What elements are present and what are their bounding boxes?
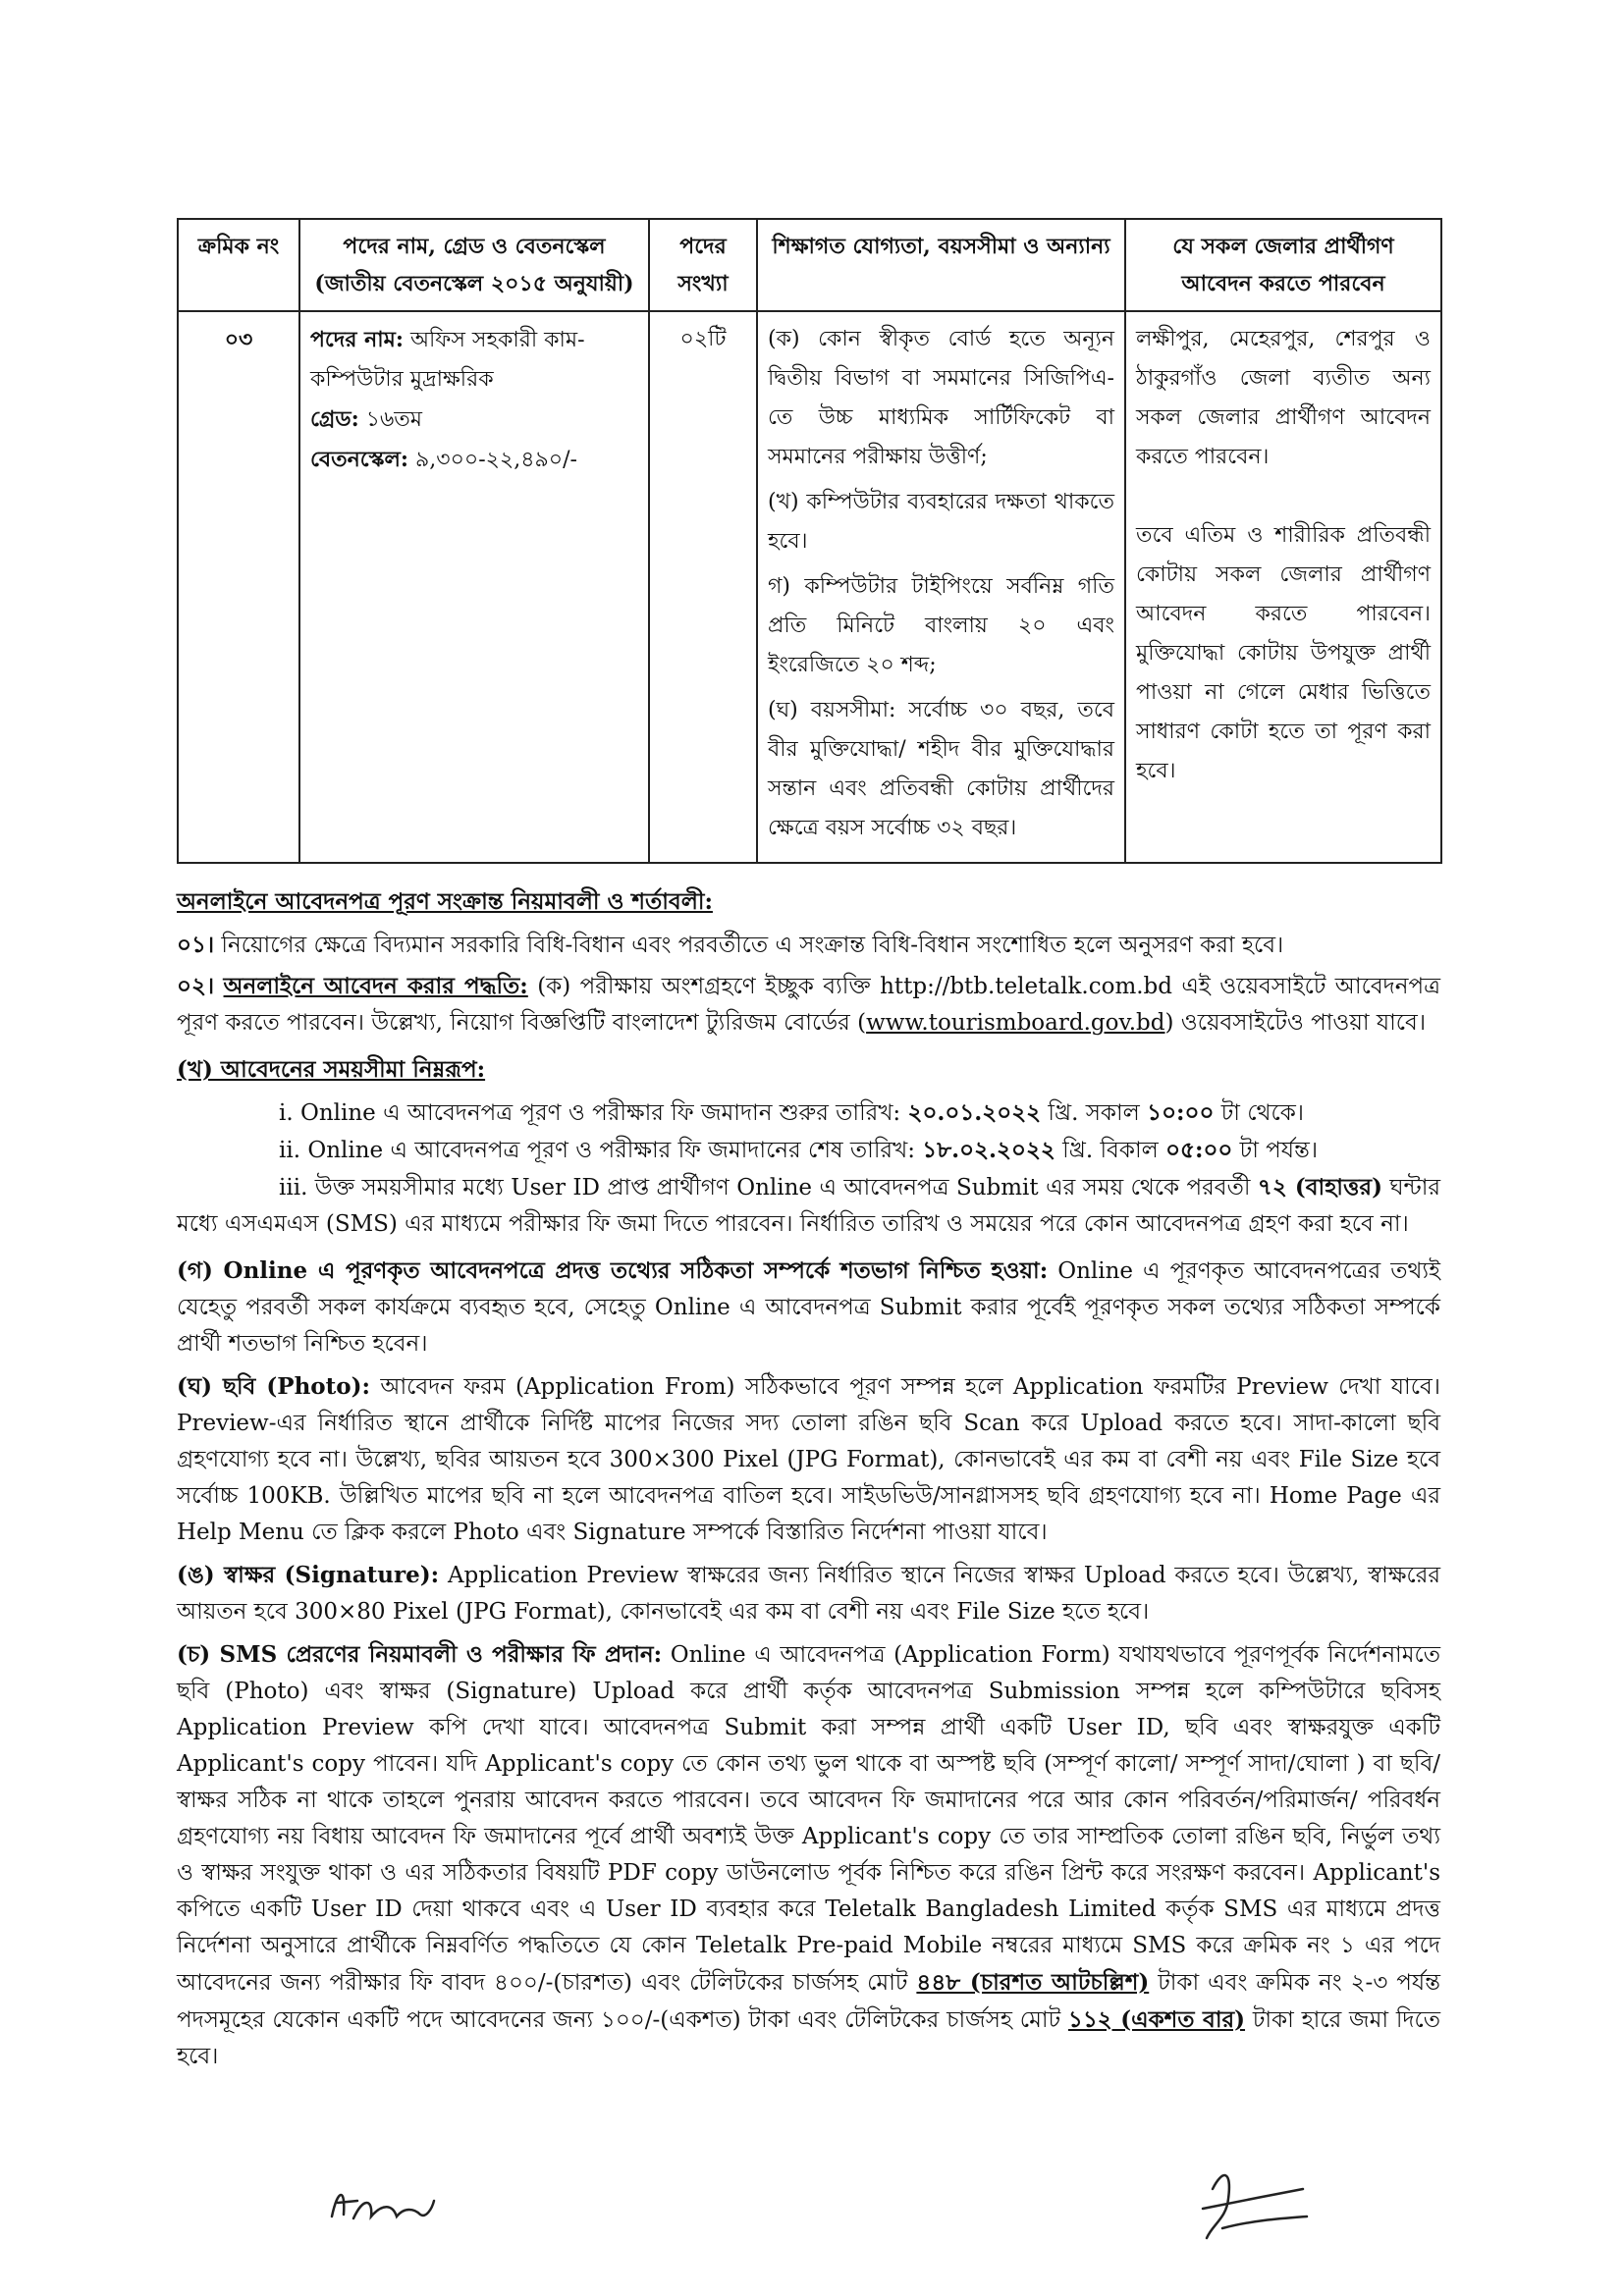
start-date: ২০.০১.২০২২: [907, 1099, 1042, 1126]
rule-umo-label: (ঙ) স্বাক্ষর (Signature):: [177, 1562, 440, 1588]
table-header-row: [178, 219, 1441, 311]
rule-umo: [177, 1557, 1440, 1630]
post-name: অফিস সহকারী কাম-কম্পিউটার মুদ্রাক্ষরিক: [310, 328, 585, 392]
payment-hours: ৭২ (বাহাত্তর): [1257, 1174, 1382, 1201]
initials-signature: [324, 2179, 442, 2228]
rule-cha-text-c: টাকা হারে জমা দিতে হবে।: [177, 2007, 1440, 2069]
cell-qualifications: [757, 311, 1125, 863]
deadline-iii-post: ঘন্টার মধ্যে এসএমএস (SMS) এর মাধ্যমে পরীক্ষার ফি জমা দিতে পারবেন। নির্ধারিত তারিখ ও সময়ের পরে কোন আবেদনপত্র গ্রহণ করা হবে না।: [177, 1175, 1441, 1237]
qualification-item: (ঘ) বয়সসীমা: সর্বোচ্চ ৩০ বছর, তবে বীর মুক্তিযোদ্ধা/ শহীদ বীর মুক্তিযোদ্ধার সন্তান এবং প্রতিবন্ধী কোটায় প্রার্থীদের ক্ষেত্রে বয়স সর্বোচ্চ ৩২ বছর।: [768, 698, 1114, 840]
rule-02-text-a: (ক) পরীক্ষায় অংশগ্রহণে ইচ্ছুক ব্যক্তি http://btb.teletalk.com.bd এই ওয়েবসাইটে আবেদনপত্র পূরণ করতে পারবেন। উল্লেখ্য, নিয়োগ বিজ্ঞপ্তিটি বাংলাদেশ ট্যুরিজম বোর্ডের (: [177, 974, 1440, 1036]
deadline-title: (খ) আবেদনের সময়সীমা নিম্নরূপ:: [177, 1056, 486, 1083]
districts-text-2: তবে এতিম ও শারীরিক প্রতিবন্ধী কোটায় সকল জেলার প্রার্থীগণ আবেদন করতে পারবেন। মুক্তিযোদ্ধা কোটায় উপযুক্ত প্রার্থী পাওয়া না গেলে মেধার ভিত্তিতে সাধারণ কোটা হতে তা পূরণ করা হবে।: [1136, 523, 1431, 783]
qualification-item: গ) কম্পিউটার টাইপিংয়ে সর্বনিম্ন গতি প্রতি মিনিটে বাংলায় ২০ এবং ইংরেজিতে ২০ শব্দ;: [768, 574, 1114, 677]
header-post: পদের নাম, গ্রেড ও বেতনস্কেল (জাতীয় বেতনস্কেল ২০১৫ অনুযায়ী): [299, 219, 649, 311]
qualification-item: (খ) কম্পিউটার ব্যবহারের দক্ষতা থাকতে হবে।: [768, 490, 1114, 554]
rule-ga-label: (গ) Online এ পূরণকৃত আবেদনপত্রে প্রদত্ত তথ্যের সঠিকতা সম্পর্কে শতভাগ নিশ্চিত হওয়া:: [177, 1257, 1049, 1284]
scale-label: বেতনস্কেল:: [310, 447, 409, 472]
deadline-ii-end: টা পর্যন্ত।: [1239, 1138, 1319, 1163]
districts-text-1: লক্ষীপুর, মেহেরপুর, শেরপুর ও ঠাকুরগাঁও জেলা ব্যতীত অন্য সকল জেলার প্রার্থীগণ আবেদন করতে পারবেন।: [1136, 327, 1431, 469]
job-table: [177, 218, 1442, 864]
rule-ga-text: Online এ পূরণকৃত আবেদনপত্রের তথ্যই যেহেতু পরবর্তী সকল কার্যক্রমে ব্যবহৃত হবে, সেহেতু Online এ আবেদনপত্র Submit করার পূর্বেই পূরণকৃত সকল তথ্যের সঠিকতা সম্পর্কে প্রার্থী শতভাগ নিশ্চিত হবেন।: [177, 1258, 1440, 1357]
deadline-item-iii: [177, 1169, 1440, 1243]
rule-gha: [177, 1368, 1440, 1551]
rule-01-text: নিয়োগের ক্ষেত্রে বিদ্যমান সরকারি বিধি-বিধান এবং পরবর্তীতে এ সংক্রান্ত বিধি-বিধান সংশোধিত হলে অনুসরণ করা হবে।: [221, 933, 1284, 958]
rule-01-number: ০১।: [177, 932, 215, 958]
tourism-board-link[interactable]: www.tourismboard.gov.bd: [866, 1010, 1165, 1036]
deadline-ii-text: ii. Online এ আবেদনপত্র পূরণ ও পরীক্ষার ফি জমাদানের শেষ তারিখ:: [279, 1138, 915, 1163]
fee-amount-1: ৪৪৮ (চারশত আটচল্লিশ): [916, 1969, 1150, 1996]
rule-cha-text-a: Online এ আবেদনপত্র (Application Form) যথাযথভাবে পূরণপূর্বক নির্দেশনামতে ছবি (Photo) এবং স্বাক্ষর (Signature) Upload করে প্রার্থী কর্তৃক আবেদনপত্র Submission সম্পন্ন হলে কম্পিউটারে ছবিসহ Application Preview কপি দেখা যাবে। আবেদনপত্র Submit করা সম্পন্ন প্রার্থী একটি User ID, ছবি এবং স্বাক্ষরযুক্ত একটি Applicant's copy পাবেন। যদি Applicant's copy তে কোন তথ্য ভুল থাকে বা অস্পষ্ট ছবি (সম্পূর্ণ কালো/ সম্পূর্ণ সাদা/ঘোলা ) বা ছবি/ স্বাক্ষর সঠিক না থাকে তাহলে পুনরায় আবেদন করতে পারবেন। তবে আবেদন ফি জমাদানের পরে আর কোন পরিবর্তন/পরিমার্জন/ পরিবর্ধন গ্রহণযোগ্য নয় বিধায় আবেদন ফি জমাদানের পূর্বে প্রার্থী অবশ্যই উক্ত Applicant's copy তে তার সাম্প্রতিক তোলা রঙিন ছবি, নির্ভুল তথ্য ও স্বাক্ষর সংযুক্ত থাকা ও এর সঠিকতার বিষয়টি PDF copy ডাউনলোড পূর্বক নিশ্চিত করে রঙিন প্রিন্ট করে সংরক্ষণ করবেন। Applicant's কপিতে একটি User ID দেয়া থাকবে এবং এ User ID ব্যবহার করে Teletalk Bangladesh Limited কর্তৃক SMS এর মাধ্যমে প্রদত্ত নির্দেশনা অনুসারে প্রার্থীকে নিম্নবর্ণিত পদ্ধতিতে যে কোন Teletalk Pre-paid Mobile নম্বরের মাধ্যমে SMS করে ক্রমিক নং ১ এর পদে আবেদনের জন্য পরীক্ষার ফি বাবদ ৪০০/-(চারশত) এবং টেলিটকের চার্জসহ মোট: [177, 1642, 1440, 1996]
rule-cha-label: (চ) SMS প্রেরণের নিয়মাবলী ও পরীক্ষার ফি প্রদান:: [177, 1641, 663, 1668]
end-time: ০৫:০০: [1165, 1137, 1233, 1163]
deadline-iii-text: iii. উক্ত সময়সীমার মধ্যে User ID প্রাপ্ত প্রার্থীগণ Online এ আবেদনপত্র Submit এর সময় থেকে পরবর্তী: [279, 1175, 1251, 1201]
cell-post: [299, 311, 649, 863]
header-serial: ক্রমিক নং: [178, 219, 299, 311]
document-page: [177, 218, 1440, 2075]
rule-02: [177, 968, 1440, 1041]
scale-value: ৯,৩০০-২২,৪৯০/-: [415, 448, 577, 472]
rule-gha-label: (ঘ) ছবি (Photo):: [177, 1373, 370, 1400]
rule-ga: [177, 1253, 1440, 1362]
qualification-item: (ক) কোন স্বীকৃত বোর্ড হতে অন্যূন দ্বিতীয় বিভাগ বা সমমানের সিজিপিএ-তে উচ্চ মাধ্যমিক সার্টিফিকেট বা সমমানের পরীক্ষায় উত্তীর্ণ;: [768, 327, 1114, 469]
rule-02-label: অনলাইনে আবেদন করার পদ্ধতি:: [223, 973, 528, 999]
header-qualification: শিক্ষাগত যোগ্যতা, বয়সসীমা ও অন্যান্য: [757, 219, 1125, 311]
cell-serial: ০৩: [178, 311, 299, 863]
authority-signature: [1193, 2160, 1311, 2248]
deadline-i-text: i. Online এ আবেদনপত্র পূরণ ও পরীক্ষার ফি জমাদান শুরুর তারিখ:: [279, 1100, 901, 1126]
rule-umo-text: Application Preview স্বাক্ষরের জন্য নির্ধারিত স্থানে নিজের স্বাক্ষর Upload করতে হবে। উল্লেখ্য, স্বাক্ষরের আয়তন হবে 300×80 Pixel (JPG Format), কোনভাবেই এর কম বা বেশী নয় এবং File Size হতে হবে।: [177, 1563, 1441, 1625]
deadline-item-i: [177, 1095, 1440, 1132]
rule-cha: [177, 1636, 1440, 2075]
fee-amount-2: ১১২ (একশত বার): [1067, 2006, 1246, 2033]
rules-title: অনলাইনে আবেদনপত্র পূরণ সংক্রান্ত নিয়মাবলী ও শর্তাবলী:: [177, 888, 713, 915]
header-districts: যে সকল জেলার প্রার্থীগণ আবেদন করতে পারবেন: [1125, 219, 1441, 311]
cell-count: ০২টি: [649, 311, 757, 863]
deadline-i-end: টা থেকে।: [1220, 1100, 1305, 1126]
table-row: [178, 311, 1441, 863]
rule-02-number: ০২।: [177, 973, 215, 999]
post-label: পদের নাম:: [310, 327, 404, 352]
rule-02-text-b: ) ওয়েবসাইটেও পাওয়া যাবে।: [1164, 1010, 1427, 1036]
deadline-ii-post: খ্রি. বিকাল: [1062, 1138, 1159, 1163]
deadline-item-ii: [177, 1132, 1440, 1169]
rule-cha-text-b: টাকা এবং ক্রমিক নং ২-৩ পর্যন্ত পদসমূহের যেকোন একটি পদে আবেদনের জন্য ১০০/-(একশত) টাকা এবং টেলিটকের চার্জসহ মোট: [177, 1970, 1440, 2033]
grade-label: গ্রেড:: [310, 406, 359, 432]
grade-value: ১৬তম: [365, 407, 423, 432]
header-count: পদের সংখ্যা: [649, 219, 757, 311]
rule-01: [177, 927, 1440, 964]
start-time: ১০:০০: [1147, 1099, 1215, 1126]
end-date: ১৮.০২.২০২২: [922, 1137, 1055, 1163]
deadline-i-post: খ্রি. সকাল: [1048, 1100, 1140, 1126]
rule-gha-text: আবেদন ফরম (Application From) সঠিকভাবে পূরণ সম্পন্ন হলে Application ফরমটির Preview দেখা যাবে। Preview-এর নির্ধারিত স্থানে প্রার্থীকে নির্দিষ্ট মাপের নিজের সদ্য তোলা রঙিন ছবি Scan করে Upload করতে হবে। সাদা-কালো ছবি গ্রহণযোগ্য হবে না। উল্লেখ্য, ছবির আয়তন হবে 300×300 Pixel (JPG Format), কোনভাবেই এর কম বা বেশী নয় এবং File Size হবে সর্বোচ্চ 100KB. উল্লিখিত মাপের ছবি না হলে আবেদনপত্র বাতিল হবে। সাইডভিউ/সানগ্লাসসহ ছবি গ্রহণযোগ্য হবে না। Home Page এর Help Menu তে ক্লিক করলে Photo এবং Signature সম্পর্কে বিস্তারিত নির্দেশনা পাওয়া যাবে।: [177, 1374, 1440, 1545]
cell-districts: [1125, 311, 1441, 863]
